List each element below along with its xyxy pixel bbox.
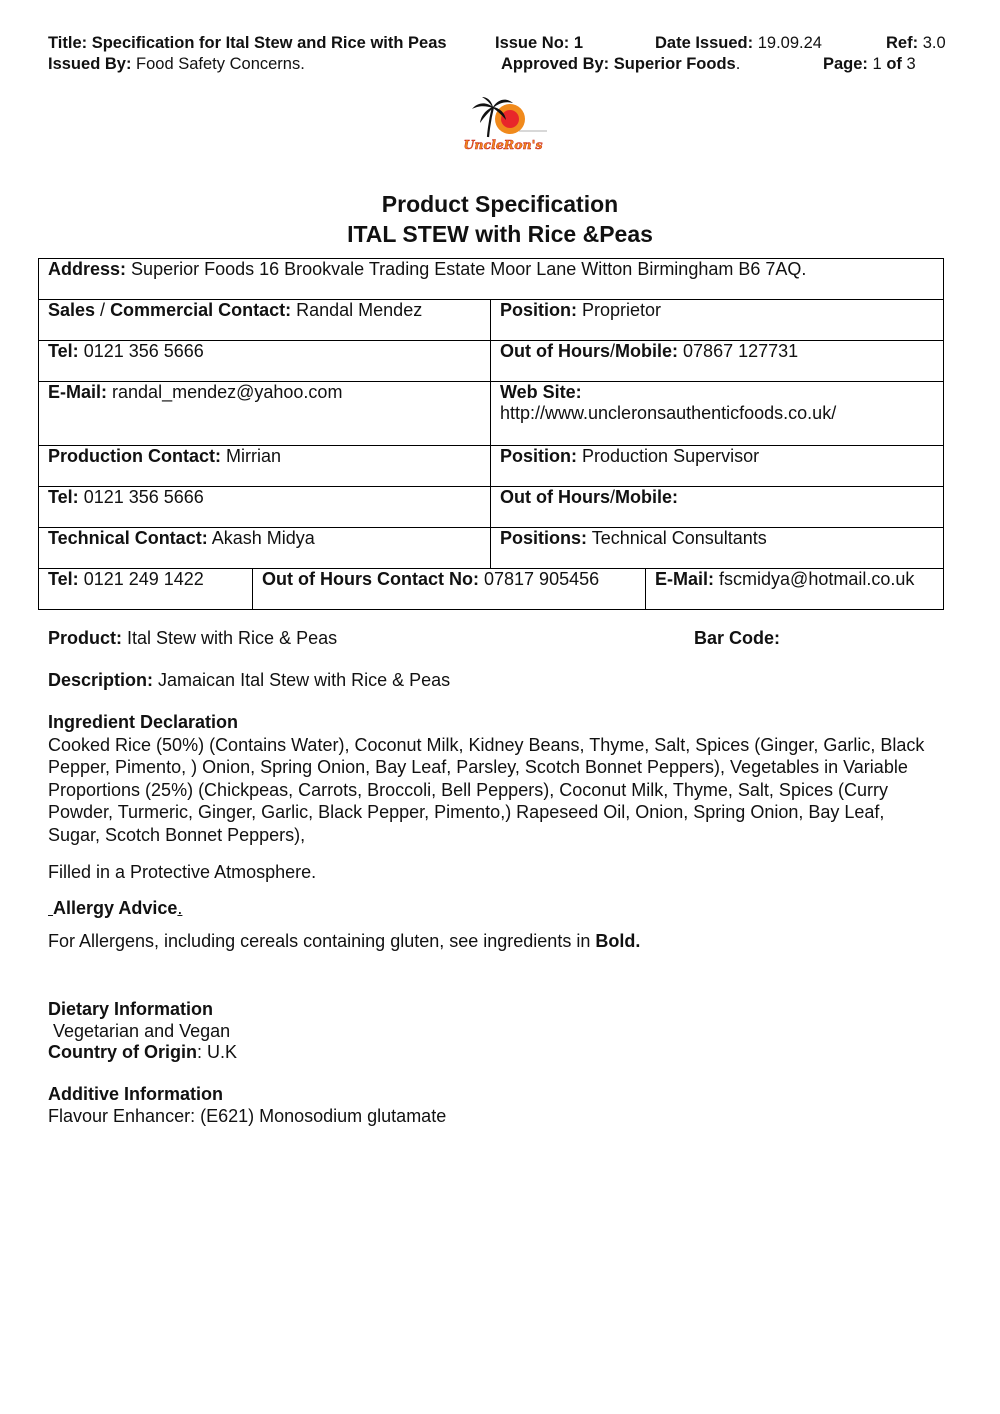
technical-contact-cell: Technical Contact: Akash Midya [39, 528, 491, 569]
doc-subtitle: ITAL STEW with Rice &Peas [347, 221, 653, 247]
allergy-heading: Allergy Advice. [53, 898, 183, 918]
tel-cell-2: Tel: 0121 356 5666 [39, 487, 491, 528]
table-row-address [39, 259, 944, 300]
additive-heading: Additive Information [48, 1084, 223, 1104]
dietary-value: Vegetarian and Vegan [53, 1020, 231, 1041]
dietary-heading: Dietary Information [48, 999, 214, 1019]
table-row-technical-tel [39, 569, 944, 610]
production-contact-cell: Production Contact: Mirrian [39, 446, 491, 487]
email-link[interactable]: randal_mendez@yahoo.com [112, 382, 343, 402]
ingredient-line: Cooked Rice (50%) (Contains Water), Coconut Milk, Kidney Beans, Thyme, Salt, Spices (Ginger, Garlic, Black [48, 734, 925, 755]
table-row-tel-2 [39, 487, 944, 528]
website-link[interactable]: http://www.uncleronsauthenticfoods.co.uk/ [500, 403, 837, 423]
dietary-information [48, 999, 958, 1064]
header-title-label: Title: [48, 34, 88, 52]
email-link-3[interactable]: fscmidya@hotmail.co.uk [719, 569, 915, 589]
tel-cell-3: Tel: 0121 249 1422 [39, 569, 253, 610]
header-issued-by: Issued By: Food Safety Concerns. [48, 55, 305, 73]
header-approved-by: Approved By: Superior Foods. [501, 55, 741, 73]
additive-value: Flavour Enhancer: (E621) Monosodium glutamate [48, 1105, 447, 1126]
production-position-cell: Position: Production Supervisor [491, 446, 944, 487]
allergy-text: For Allergens, including cereals containing gluten, see ingredients in Bold. [48, 931, 641, 951]
ingredient-line: Powder, Turmeric, Ginger, Garlic, Black Pepper, Pimento,) Rapeseed Oil, Onion, Spring Onion, Bay Leaf, [48, 802, 885, 823]
additive-information [48, 1084, 958, 1127]
header-ref: Ref: 3.0 [886, 34, 946, 52]
out-of-hours-contact-cell: Out of Hours Contact No: 07817 905456 [253, 569, 646, 610]
table-row-production [39, 446, 944, 487]
uncle-rons-logo [455, 95, 550, 157]
country-of-origin: Country of Origin: U.K [48, 1042, 237, 1062]
contact-table [38, 258, 944, 610]
sales-contact-cell: Sales / Commercial Contact: Randal Mendez [39, 300, 491, 341]
ingredient-line: Pepper, Pimento, ) Onion, Spring Onion, Bay Leaf, Parsley, Scotch Bonnet Peppers), Vegetables in Variable [48, 757, 908, 778]
table-row-sales [39, 300, 944, 341]
email-cell: E-Mail: randal_mendez@yahoo.com [39, 382, 491, 446]
ingredient-line: Sugar, Scotch Bonnet Peppers), [48, 824, 306, 845]
table-row-email [39, 382, 944, 446]
table-row-tel [39, 341, 944, 382]
header-issue: Issue No: 1 [495, 34, 584, 52]
website-cell: Web Site: http://www.uncleronsauthenticfoods.co.uk/ [491, 382, 944, 446]
tel-cell: Tel: 0121 356 5666 [39, 341, 491, 382]
logo-text: UncleRon's [463, 137, 543, 152]
out-of-hours-cell: Out of Hours/Mobile: 07867 127731 [491, 341, 944, 382]
product-line: Product: Ital Stew with Rice & Peas [48, 628, 338, 648]
atmosphere-note: Filled in a Protective Atmosphere. [48, 862, 317, 882]
position-cell: Position: Proprietor [491, 300, 944, 341]
ingredient-line: Proportions (25%) (Chickpeas, Carrots, Broccoli, Bell Peppers), Coconut Milk, Thyme, Salt, Spices (Curry [48, 779, 888, 800]
out-of-hours-cell-2: Out of Hours/Mobile: [491, 487, 944, 528]
header-title [48, 34, 447, 53]
header-date: Date Issued: 19.09.24 [655, 34, 822, 52]
header-page: Page: 1 of 3 [823, 55, 916, 73]
barcode-label: Bar Code: [694, 628, 781, 648]
technical-position-cell: Positions: Technical Consultants [491, 528, 944, 569]
address-cell: Address: Superior Foods 16 Brookvale Trading Estate Moor Lane Witton Birmingham B6 7AQ. [39, 259, 944, 300]
doc-title: Product Specification [381, 191, 619, 217]
ingredient-heading: Ingredient Declaration [48, 712, 239, 732]
header-title-value: Specification for Ital Stew and Rice with Peas [91, 34, 447, 52]
ingredient-declaration [48, 711, 958, 847]
description-line: Description: Jamaican Ital Stew with Rice & Peas [48, 670, 451, 690]
email-cell-3: E-Mail: fscmidya@hotmail.co.uk [646, 569, 944, 610]
table-row-technical [39, 528, 944, 569]
